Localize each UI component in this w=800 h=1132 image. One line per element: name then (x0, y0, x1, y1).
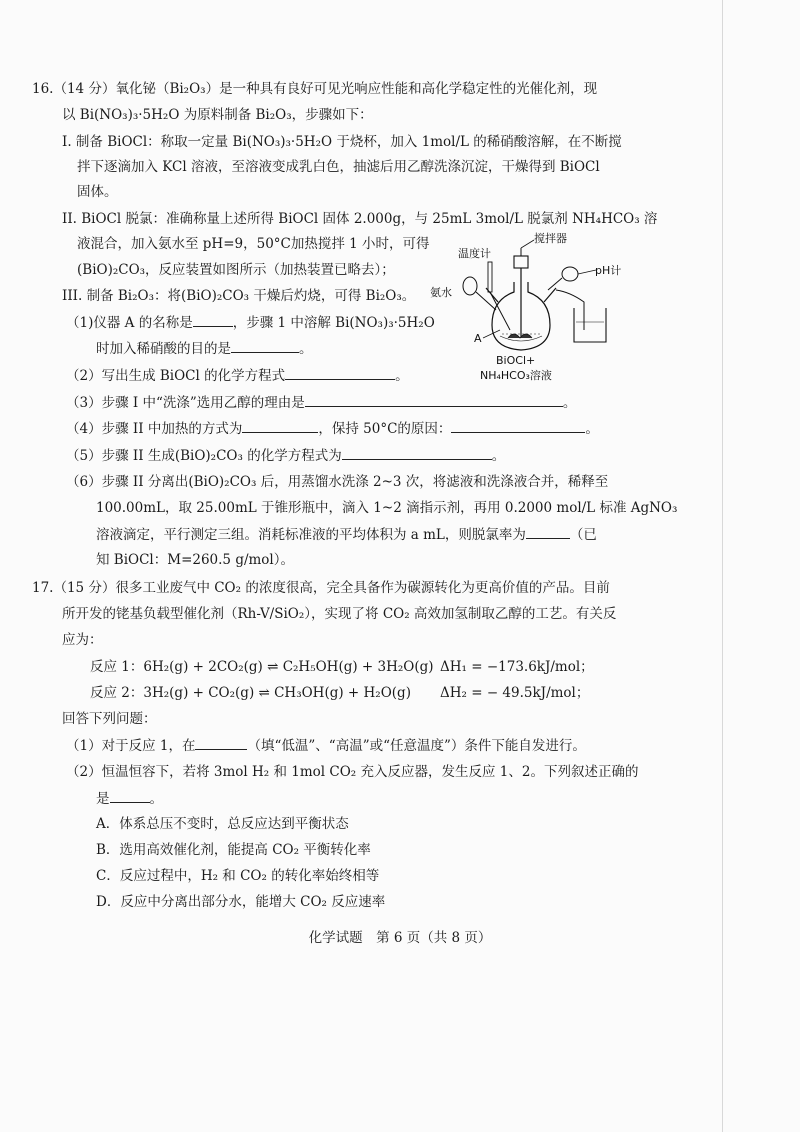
label-stirrer: 搅拌器 (534, 232, 567, 245)
reaction-1: 反应 1：6H₂(g) + 2CO₂(g) ⇌ C₂H₅OH(g) + 3H₂O(g) (90, 659, 434, 675)
q16-part2-end: 。 (395, 368, 409, 384)
q16-part3-text: （3）步骤 I 中“洗涤”选用乙醇的理由是 (66, 395, 305, 411)
q16-stem-line-2: 以 Bi(NO₃)₃·5H₂O 为原料制备 Bi₂O₃，步骤如下： (62, 107, 373, 123)
q16-part4-end: 。 (585, 421, 599, 437)
q16-part1-text-b: ，步骤 1 中溶解 Bi(NO₃)₃·5H₂O (232, 315, 435, 331)
answer-blank[interactable] (195, 735, 247, 750)
label-vessel-a: A (474, 332, 482, 345)
q17-part1-line (66, 735, 586, 756)
q16-part1-text-a: （1)仪器 A 的名称是 (66, 315, 193, 331)
ph-meter (548, 263, 621, 290)
answer-blank[interactable] (193, 312, 233, 327)
q16-part4-line (66, 418, 599, 439)
reaction-1-enthalpy: ΔH₁ = −173.6kJ/mol； (440, 659, 594, 675)
q16-step2-line-1: II. BiOCl 脱氯：准确称量上述所得 BiOCl 固体 2.000g，与 25mL 3mol/L 脱氯剂 NH₄HCO₃ 溶 (62, 211, 658, 227)
q16-part5-line (66, 445, 505, 466)
q16-part4-text-mid: ，保持 50°C的原因： (318, 421, 452, 437)
q16-step1-line-3: 固体。 (77, 184, 118, 200)
ammonia-funnel (430, 277, 496, 310)
option-a[interactable]: A．体系总压不变时，总反应达到平衡状态 (96, 816, 349, 832)
q16-part2-text: （2）写出生成 BiOCl 的化学方程式 (66, 368, 286, 384)
q16-part1-text-c: 时加入稀硝酸的目的是 (96, 341, 231, 357)
q16-step1-line-2: 拌下逐滴加入 KCl 溶液，至溶液变成乳白色，抽滤后用乙醇洗涤沉淀，干燥得到 BiOCl (77, 159, 600, 175)
q17-stem-line-1: 17.（15 分）很多工业废气中 CO₂ 的浓度很高，完全具备作为碳源转化为更高价值的产品。目前 (32, 580, 610, 596)
option-c[interactable]: C．反应过程中，H₂ 和 CO₂ 的转化率始终相等 (96, 868, 380, 884)
option-b[interactable]: B．选用高效催化剂，能提高 CO₂ 平衡转化率 (96, 842, 371, 858)
label-thermometer: 温度计 (458, 247, 491, 260)
q16-part6-line-1: （6）步骤 II 分离出(BiO)₂CO₃ 后，用蒸馏水洗涤 2~3 次，将滤液和洗涤液合并，稀释至 (66, 474, 609, 490)
q17-part2-line-2 (96, 788, 163, 809)
scan-edge-line (722, 0, 723, 1132)
q16-part5-end: 。 (491, 448, 506, 464)
q16-stem-line-1: 16.（14 分）氧化铋（Bi₂O₃）是一种具有良好可见光响应性能和高化学稳定性的光催化剂，现 (32, 81, 598, 97)
q16-step2-line-3: (BiO)₂CO₃，反应装置如图所示（加热装置已略去）； (77, 262, 395, 278)
q16-part1-text-d: 。 (299, 341, 313, 357)
q17-part2-text: 是 (96, 791, 110, 807)
answer-blank[interactable] (231, 338, 299, 353)
label-contents-2: NH₄HCO₃溶液 (480, 369, 552, 382)
q16-step3-line: III. 制备 Bi₂O₃：将(BiO)₂CO₃ 干燥后灼烧，可得 Bi₂O₃。 (62, 288, 416, 304)
q16-step2-line-2: 液混合，加入氨水至 pH=9，50°C加热搅拌 1 小时，可得 (77, 236, 430, 252)
answer-blank[interactable] (242, 418, 318, 433)
stirrer (514, 231, 567, 338)
q16-part6-line-2: 100.00mL，取 25.00mL 于锥形瓶中，滴入 1~2 滴指示剂，再用 0.2000 mol/L 标准 AgNO₃ (96, 500, 678, 516)
label-ph-meter: pH计 (595, 264, 622, 277)
answer-prompt: 回答下列问题： (62, 711, 157, 727)
q17-part1-text: （1）对于反应 1，在 (66, 738, 196, 754)
q16-part4-text: （4）步骤 II 中加热的方式为 (66, 421, 243, 437)
q16-part5-text: （5）步骤 II 生成(BiO)₂CO₃ 的化学方程式为 (66, 448, 342, 464)
three-neck-flask (474, 282, 556, 350)
beaker (556, 290, 606, 342)
q17-part1-text-b: （填“低温”、“高温”或“任意温度”）条件下能自发进行。 (247, 738, 586, 754)
q16-part3-line (66, 392, 576, 413)
q17-part2-end: 。 (149, 791, 163, 807)
q16-part2-line (66, 365, 409, 386)
thermometer (458, 246, 510, 330)
q16-part6-text-b: （已 (569, 527, 597, 543)
q16-part6-text: 溶液滴定，平行测定三组。消耗标准液的平均体积为 a mL，则脱氯率为 (96, 527, 526, 543)
q16-step1-line-1: I. 制备 BiOCl：称取一定量 Bi(NO₃)₃·5H₂O 于烧杯，加入 1mol/L 的稀硝酸溶解，在不断搅 (62, 134, 622, 150)
label-contents-1: BiOCl+ (496, 354, 536, 367)
answer-blank[interactable] (285, 365, 395, 380)
answer-blank[interactable] (342, 445, 492, 460)
option-d[interactable]: D．反应中分离出部分水，能增大 CO₂ 反应速率 (96, 894, 386, 910)
q16-part1-line-1 (66, 312, 435, 333)
q16-part6-line-3 (96, 524, 597, 545)
answer-blank[interactable] (451, 418, 585, 433)
reaction-2: 反应 2：3H₂(g) + CO₂(g) ⇌ CH₃OH(g) + H₂O(g) (90, 685, 411, 701)
label-ammonia: 氨水 (430, 286, 452, 299)
q17-stem-line-3: 应为： (62, 632, 103, 648)
q16-part3-end: 。 (562, 395, 577, 411)
reaction-2-enthalpy: ΔH₂ = − 49.5kJ/mol； (440, 685, 590, 701)
answer-blank[interactable] (110, 788, 150, 803)
page-footer: 化学试题 第 6 页（共 8 页） (308, 930, 492, 946)
q17-part2-line-1: （2）恒温恒容下，若将 3mol H₂ 和 1mol CO₂ 充入反应器，发生反应 1、2。下列叙述正确的 (66, 764, 639, 780)
q16-part6-line-4: 知 BiOCl：M=260.5 g/mol）。 (96, 552, 295, 568)
q17-stem-line-2: 所开发的铑基负载型催化剂（Rh-V/SiO₂），实现了将 CO₂ 高效加氢制取乙醇的工艺。有关反 (62, 606, 617, 622)
apparatus-diagram (430, 230, 630, 385)
answer-blank[interactable] (526, 524, 570, 539)
q16-part1-line-2 (96, 338, 313, 359)
answer-blank[interactable] (305, 392, 563, 407)
